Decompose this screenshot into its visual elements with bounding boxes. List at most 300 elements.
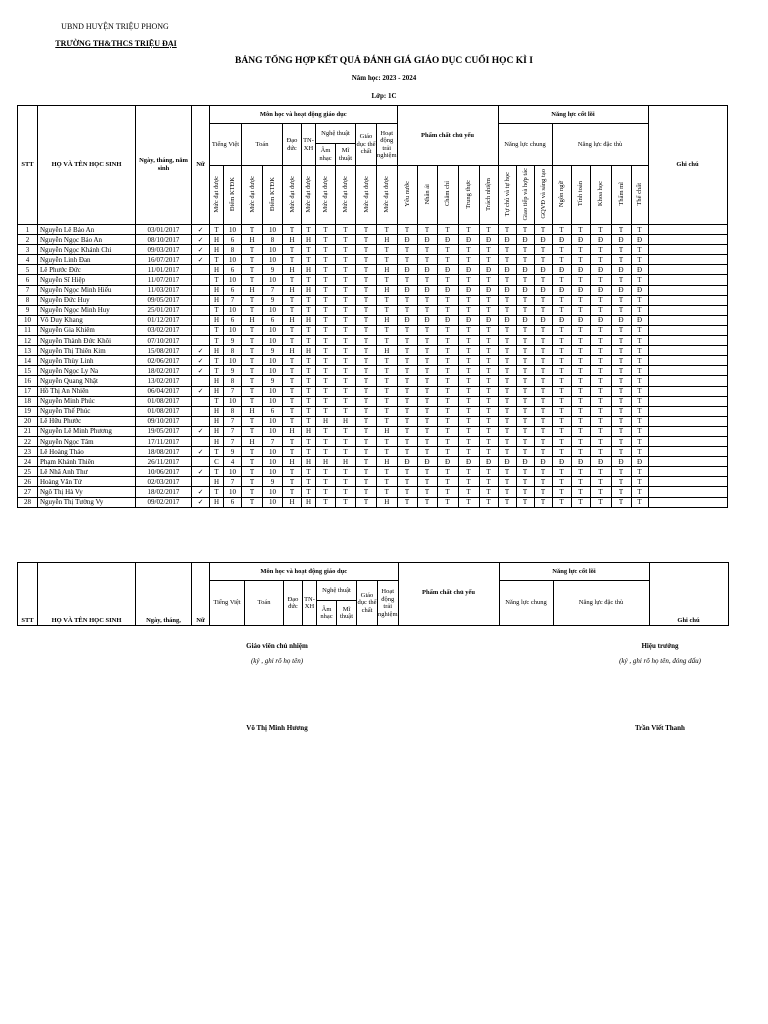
student-dob: 11/01/2017 [136,265,192,275]
result-cell: T [397,346,417,356]
result-cell: T [316,346,336,356]
result-cell: T [571,356,590,366]
result-cell: T [336,477,356,487]
result-cell: T [479,447,498,457]
result-cell: Đ [397,265,417,275]
teacher-sign-note: (ký , ghi rõ họ tên) [177,657,377,665]
result-cell: T [458,426,479,436]
result-cell: 10 [263,225,283,235]
result-cell: T [417,426,437,436]
row-stt: 23 [18,447,38,457]
result-cell: T [631,275,648,285]
student-name: Nguyễn Ngọc Minh Hiếu [38,285,136,295]
result-cell: H [210,416,224,426]
result-cell: T [552,497,571,507]
result-cell: T [356,225,377,235]
result-cell: T [611,467,631,477]
result-cell: H [283,457,302,467]
subject-gdtc: Giáo dục thể chất [356,124,377,166]
competency-specific: Năng lực đặc thù [552,124,648,166]
result-cell: 9 [224,336,242,346]
result-cell: T [242,366,263,376]
result-cell: H [377,426,398,436]
result-cell: T [336,285,356,295]
result-cell: H [316,416,336,426]
student-dob: 01/08/2017 [136,406,192,416]
result-cell: T [479,305,498,315]
female-check [192,416,210,426]
result-cell: T [571,396,590,406]
result-cell: T [417,487,437,497]
result-cell: Đ [498,265,516,275]
female-check [192,457,210,467]
subject-hdtn: Hoạt động trải nghiệm [377,124,398,166]
result-cell: T [534,487,552,497]
result-cell: T [356,325,377,335]
female-check: ✓ [192,255,210,265]
row-stt: 3 [18,245,38,255]
result-cell: Đ [534,285,552,295]
student-name: Nguyễn Ngọc Khánh Chi [38,245,136,255]
result-cell: H [283,426,302,436]
female-check [192,396,210,406]
result-cell: T [516,386,534,396]
hdr-gdtc-muc: Mức đạt được [356,166,377,225]
result-cell: T [479,436,498,446]
result-cell: T [242,265,263,275]
result-cell: T [336,265,356,275]
col-stt-2: STT [18,563,38,626]
result-cell: T [417,477,437,487]
result-cell: H [210,406,224,416]
result-cell: T [336,245,356,255]
result-cell: 10 [263,426,283,436]
result-cell: T [377,406,398,416]
class-label: Lớp: 1C [371,92,397,100]
female-check [192,315,210,325]
result-cell: H [302,235,316,245]
result-cell: T [479,346,498,356]
result-cell: T [316,487,336,497]
row-stt: 8 [18,295,38,305]
result-cell: T [534,436,552,446]
result-cell: T [458,447,479,457]
note-cell [648,336,727,346]
result-cell: Đ [631,265,648,275]
result-cell: T [571,295,590,305]
result-cell: T [516,467,534,477]
result-cell: T [283,356,302,366]
result-cell: T [590,487,611,497]
result-cell: T [397,406,417,416]
col-name-2: HỌ VÀ TÊN HỌC SINH [38,563,136,626]
result-cell: T [479,325,498,335]
result-cell: T [534,336,552,346]
hdr-tv-diem: Điểm KTĐK [224,166,242,225]
student-name: Nguyễn Lê Bảo An [38,225,136,235]
student-rows [18,225,728,508]
result-cell: T [356,295,377,305]
competencies-group: Năng lực cốt lõi [498,106,648,124]
student-name: Nguyễn Thị Tường Vy [38,497,136,507]
result-cell: T [302,336,316,346]
result-cell: T [397,497,417,507]
result-cell: Đ [611,315,631,325]
result-cell: T [283,406,302,416]
result-cell: T [534,416,552,426]
female-check: ✓ [192,245,210,255]
qualities-group-2: Phẩm chất chủ yếu [398,563,499,626]
result-cell: T [356,497,377,507]
result-cell: T [458,305,479,315]
result-cell: 6 [224,285,242,295]
result-cell: T [516,477,534,487]
student-name: Võ Duy Khang [38,315,136,325]
result-cell: 10 [224,396,242,406]
result-cell: T [242,376,263,386]
row-stt: 1 [18,225,38,235]
result-cell: T [437,366,458,376]
result-cell: T [571,366,590,376]
result-cell: T [316,305,336,315]
result-cell: T [552,275,571,285]
result-cell: T [590,436,611,446]
result-cell: 7 [224,436,242,446]
result-cell: Đ [498,457,516,467]
result-cell: T [437,225,458,235]
result-cell: T [417,447,437,457]
result-cell: Đ [552,457,571,467]
result-cell: T [571,225,590,235]
result-cell: T [316,436,336,446]
result-cell: T [611,366,631,376]
result-cell: H [302,285,316,295]
table-row [18,386,728,396]
hdr-ngon-ngu: Ngôn ngữ [552,166,571,225]
result-cell: T [302,386,316,396]
note-cell [648,285,727,295]
note-cell [648,426,727,436]
table-row [18,346,728,356]
student-dob: 09/03/2017 [136,245,192,255]
table-row [18,436,728,446]
result-cell: Đ [631,285,648,295]
result-cell: Đ [552,315,571,325]
result-cell: T [377,416,398,426]
result-cell: T [631,416,648,426]
result-cell: H [210,295,224,305]
row-stt: 19 [18,406,38,416]
result-cell: T [479,396,498,406]
result-cell: T [377,336,398,346]
result-cell: 10 [224,255,242,265]
table-row [18,315,728,325]
result-cell: T [336,467,356,477]
result-cell: T [590,366,611,376]
result-cell: H [283,235,302,245]
female-check: ✓ [192,225,210,235]
result-cell: Đ [479,457,498,467]
result-cell: T [552,426,571,436]
result-cell: T [458,436,479,446]
results-table [17,105,728,508]
student-dob: 10/06/2017 [136,467,192,477]
result-cell: T [356,356,377,366]
result-cell: H [283,346,302,356]
result-cell: H [302,497,316,507]
result-cell: T [417,336,437,346]
result-cell: T [283,447,302,457]
result-cell: T [397,436,417,446]
hdr-the-chat: Thể chất [631,166,648,225]
result-cell: T [377,376,398,386]
result-cell: T [316,325,336,335]
result-cell: T [336,497,356,507]
result-cell: 10 [263,325,283,335]
result-cell: T [336,356,356,366]
result-cell: T [356,406,377,416]
result-cell: T [283,305,302,315]
table-row [18,235,728,245]
result-cell: T [356,366,377,376]
result-cell: T [571,255,590,265]
result-cell: T [479,477,498,487]
result-cell: T [611,245,631,255]
result-cell: T [590,305,611,315]
result-cell: T [336,255,356,265]
result-cell: T [356,346,377,356]
repeated-table-header [17,562,729,626]
result-cell: T [552,436,571,446]
female-check: ✓ [192,386,210,396]
note-cell [648,315,727,325]
result-cell: 6 [263,406,283,416]
result-cell: T [458,376,479,386]
result-cell: Đ [458,285,479,295]
result-cell: T [498,305,516,315]
female-check [192,477,210,487]
result-cell: T [631,487,648,497]
subject-gdtc-2: Giáo dục thể chất [357,581,378,626]
result-cell: H [377,315,398,325]
result-cell: T [377,366,398,376]
result-cell: T [417,396,437,406]
result-cell: T [437,346,458,356]
hdr-giao-tiep: Giao tiếp và hợp tác [516,166,534,225]
hdr-dd-muc: Mức đạt được [283,166,302,225]
result-cell: Đ [479,235,498,245]
result-cell: Đ [458,457,479,467]
result-cell: T [534,346,552,356]
result-cell: T [516,436,534,446]
result-cell: T [356,315,377,325]
result-cell: Đ [479,315,498,325]
result-cell: Đ [571,235,590,245]
table-row [18,225,728,235]
student-name: Lê Hoàng Thảo [38,447,136,457]
student-name: Lê Phước Đức [38,265,136,275]
note-cell [648,457,727,467]
result-cell: T [479,366,498,376]
result-cell: T [316,295,336,305]
result-cell: Đ [417,285,437,295]
result-cell: T [479,295,498,305]
result-cell: T [437,467,458,477]
result-cell: T [552,477,571,487]
result-cell: T [210,325,224,335]
result-cell: T [611,295,631,305]
result-cell: T [590,416,611,426]
note-cell [648,436,727,446]
table-row [18,487,728,497]
result-cell: Đ [479,285,498,295]
result-cell: H [242,436,263,446]
subject-dao-duc: Đạo đức [283,124,302,166]
result-cell: T [631,467,648,477]
table-row [18,416,728,426]
result-cell: T [552,447,571,457]
result-cell: T [336,315,356,325]
col-female-2: Nữ [192,563,210,626]
result-cell: T [210,487,224,497]
result-cell: T [611,255,631,265]
result-cell: T [458,396,479,406]
result-cell: T [397,487,417,497]
result-cell: T [437,245,458,255]
result-cell: T [458,275,479,285]
result-cell: 10 [263,356,283,366]
note-cell [648,447,727,457]
female-check: ✓ [192,356,210,366]
result-cell: H [283,497,302,507]
result-cell: Đ [498,285,516,295]
result-cell: T [437,325,458,335]
result-cell: T [377,467,398,477]
result-cell: T [316,225,336,235]
result-cell: T [498,245,516,255]
result-cell: T [210,366,224,376]
col-note: Ghi chú [648,106,727,225]
result-cell: T [631,245,648,255]
result-cell: T [316,477,336,487]
result-cell: T [571,447,590,457]
result-cell: Đ [397,285,417,295]
result-cell: H [210,235,224,245]
result-cell: T [242,426,263,436]
hdr-tnxh-muc: Mức đạt được [302,166,316,225]
result-cell: 10 [263,255,283,265]
result-cell: T [302,416,316,426]
result-cell: T [377,487,398,497]
result-cell: T [397,386,417,396]
student-name: Ngô Thị Hà Vy [38,487,136,497]
result-cell: T [377,275,398,285]
result-cell: H [336,457,356,467]
result-cell: Đ [590,457,611,467]
result-cell: T [516,366,534,376]
school-name: TRƯỜNG TH&THCS TRIỆU ĐẠI [55,39,177,48]
result-cell: T [534,245,552,255]
result-cell: 6 [224,315,242,325]
result-cell: T [516,396,534,406]
row-stt: 20 [18,416,38,426]
result-cell: T [316,275,336,285]
student-dob: 13/02/2017 [136,376,192,386]
result-cell: T [498,225,516,235]
table-row [18,426,728,436]
row-stt: 22 [18,436,38,446]
result-cell: T [590,497,611,507]
result-cell: 10 [263,275,283,285]
result-cell: T [377,225,398,235]
result-cell: T [516,426,534,436]
result-cell: T [611,396,631,406]
result-cell: T [571,487,590,497]
result-cell: T [336,235,356,245]
result-cell: T [397,325,417,335]
result-cell: Đ [571,285,590,295]
result-cell: 10 [263,336,283,346]
result-cell: Đ [571,265,590,275]
student-name: Nguyễn Ngọc Minh Huy [38,305,136,315]
col-dob: Ngày, tháng, năm sinh [136,106,192,225]
hdr-trung-thuc: Trung thực [458,166,479,225]
result-cell: T [336,336,356,346]
female-check: ✓ [192,235,210,245]
result-cell: T [552,255,571,265]
result-cell: T [611,376,631,386]
result-cell: T [302,396,316,406]
row-stt: 2 [18,235,38,245]
student-name: Nguyễn Đức Huy [38,295,136,305]
student-dob: 25/01/2017 [136,305,192,315]
result-cell: T [534,406,552,416]
result-cell: T [336,305,356,315]
table-row [18,275,728,285]
result-cell: T [437,396,458,406]
result-cell: T [437,336,458,346]
result-cell: T [552,376,571,386]
result-cell: T [336,436,356,446]
student-dob: 01/12/2017 [136,315,192,325]
result-cell: T [552,346,571,356]
result-cell: T [516,225,534,235]
result-cell: T [242,225,263,235]
result-cell: T [417,436,437,446]
result-cell: T [356,285,377,295]
result-cell: T [611,225,631,235]
female-check: ✓ [192,346,210,356]
result-cell: T [516,497,534,507]
result-cell: H [377,265,398,275]
row-stt: 24 [18,457,38,467]
result-cell: T [571,477,590,487]
result-cell: 10 [263,366,283,376]
result-cell: T [611,447,631,457]
result-cell: T [397,396,417,406]
result-cell: T [631,336,648,346]
result-cell: T [552,245,571,255]
hdr-tv-muc: Mức đạt được [210,166,224,225]
result-cell: T [590,225,611,235]
result-cell: H [377,497,398,507]
result-cell: T [377,436,398,446]
result-cell: H [210,315,224,325]
result-cell: H [210,436,224,446]
result-cell: 9 [224,447,242,457]
result-cell: 8 [224,406,242,416]
result-cell: T [479,356,498,366]
